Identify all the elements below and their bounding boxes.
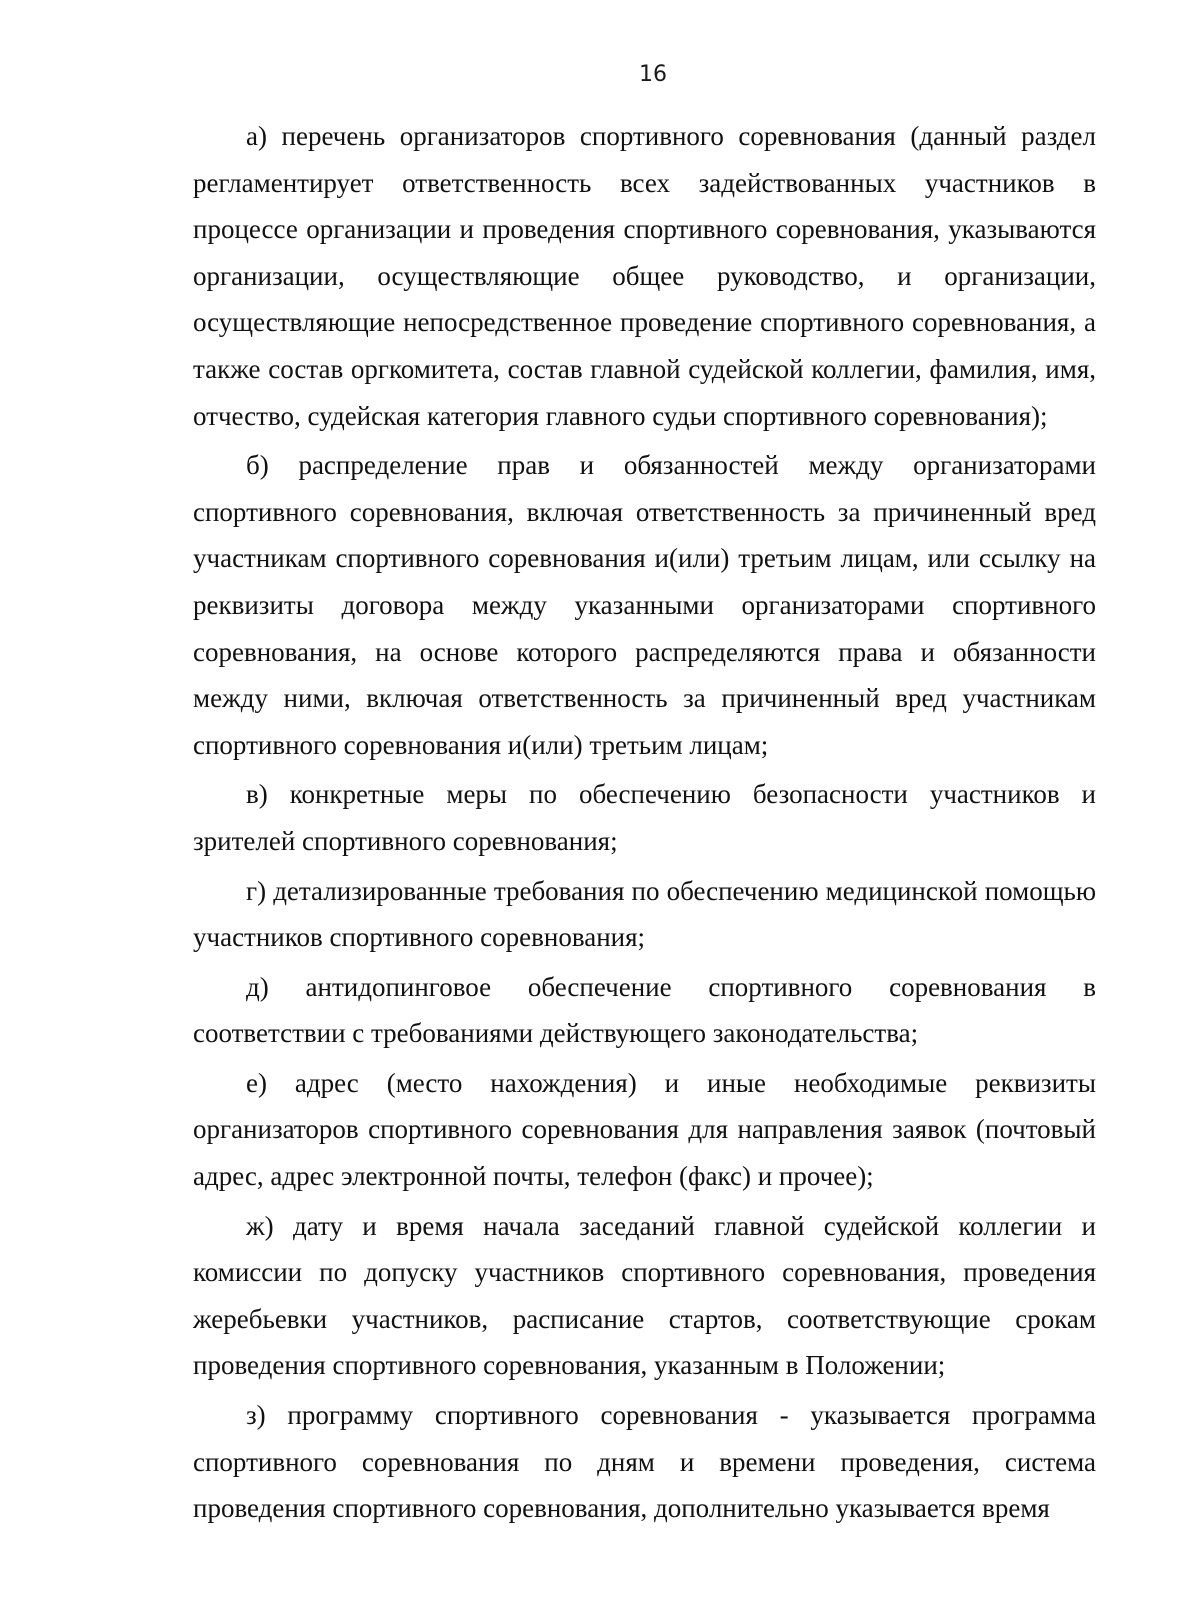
page-number: 16 (639, 62, 667, 87)
document-body (193, 113, 1096, 1532)
paragraph-a: а) перечень организаторов спортивного соревнования (данный раздел регламентирует ответственность всех задействованных участников в процессе организации и проведения спортивного соревнования, указываются организации, осуществляющие общее руководство, и организации, осуществляющие непосредственное проведение спортивного соревнования, а также состав оргкомитета, состав главной судейской коллегии, фамилия, имя, отчество, судейская категория главного судьи спортивного соревнования); (193, 121, 1096, 431)
paragraph-g: г) детализированные требования по обеспечению медицинской помощью участников спортивного соревнования; (193, 875, 1096, 953)
paragraph-z: з) программу спортивного соревнования - указывается программа спортивного соревнования по дням и времени проведения, система проведения спортивного соревнования, дополнительно указывается время (193, 1400, 1096, 1524)
paragraph-e: е) адрес (место нахождения) и иные необходимые реквизиты организаторов спортивного соревнования для направления заявок (почтовый адрес, адрес электронной почты, телефон (факс) и прочее); (193, 1067, 1096, 1192)
paragraph-zh: ж) дату и время начала заседаний главной судейской коллегии и комиссии по допуску участников спортивного соревнования, проведения жеребьевки участников, расписание стартов, соответствующие срокам проведения спортивного соревнования, указанным в Положении; (193, 1210, 1096, 1381)
paragraph-b: б) распределение прав и обязанностей между организаторами спортивного соревнования, включая ответственность за причиненный вред участникам спортивного соревнования и(или) третьим лицам, или ссылку на реквизиты договора между указанными организаторами спортивного соревнования, на основе которого распределяются права и обязанности между ними, включая ответственность за причиненный вред участникам спортивного соревнования и(или) третьим лицам; (193, 450, 1096, 760)
paragraph-d: д) антидопинговое обеспечение спортивного соревнования в соответствии с требованиями действующего законодательства; (193, 971, 1096, 1049)
paragraph-v: в) конкретные меры по обеспечению безопасности участников и зрителей спортивного соревнования; (193, 779, 1096, 856)
